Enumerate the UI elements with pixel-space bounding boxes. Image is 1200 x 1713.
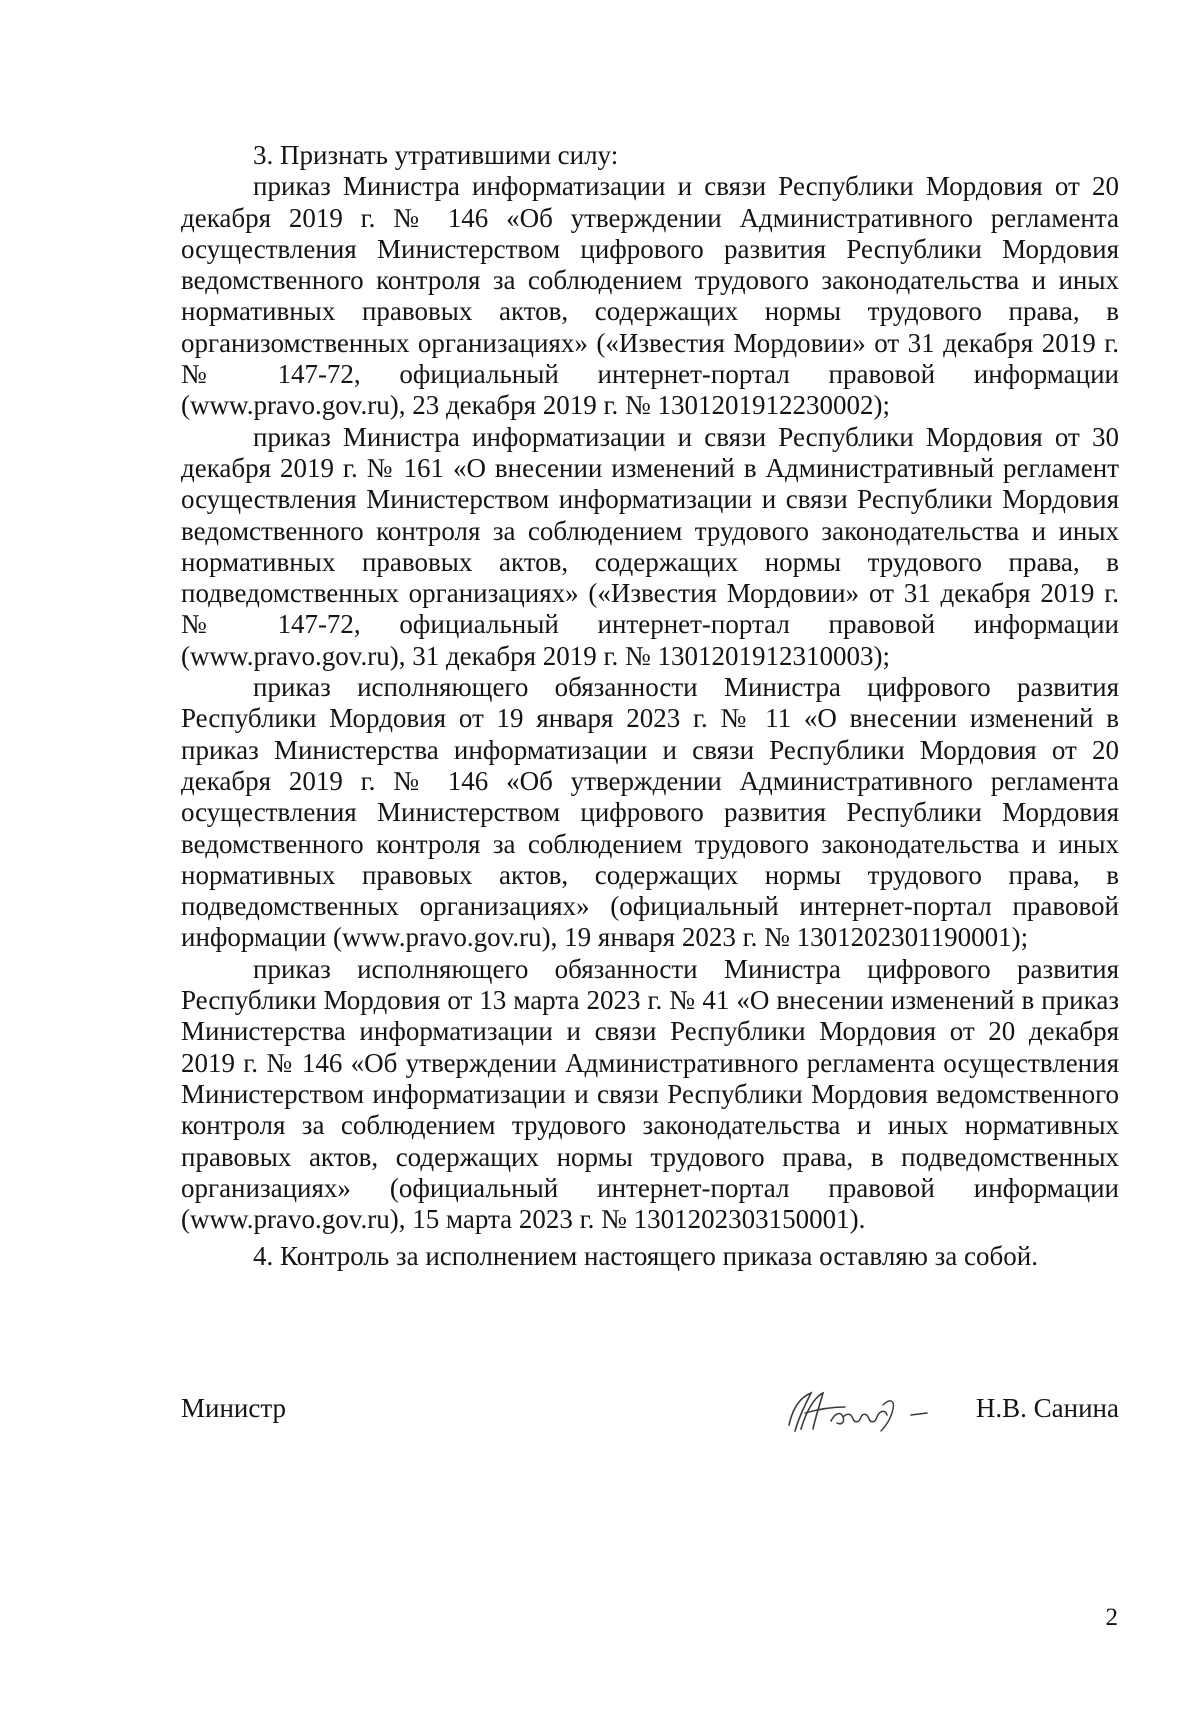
document-body	[181, 140, 1119, 1273]
paragraph-order-161-repeal: приказ Министра информатизации и связи Республики Мордовия от 30 декабря 2019 г. № 161 «О внесении изменений в Административный регламент осуществления Министерством информатизации и связи Республики Мордовия ведомственного контроля за соблюдением трудового законодательства и иных нормативных правовых актов, содержащих нормы трудового права, в подведомственных организациях» («Известия Мордовии» от 31 декабря 2019 г. № 147-72, официальный интернет-портал правовой информации (www.pravo.gov.ru), 31 декабря 2019 г. № 1301201912310003);	[181, 421, 1119, 671]
handwritten-signature	[771, 1385, 941, 1437]
paragraph-item-4-control: 4. Контроль за исполнением настоящего приказа оставляю за собой.	[253, 1241, 1038, 1272]
page-number: 2	[1105, 1604, 1118, 1631]
paragraph-order-11-repeal: приказ исполняющего обязанности Министра цифрового развития Республики Мордовия от 19 января 2023 г. № 11 «О внесении изменений в приказ Министерства информатизации и связи Республики Мордовия от 20 декабря 2019 г. № 146 «Об утверждении Административного регламента осуществления Министерством цифрового развития Республики Мордовия ведомственного контроля за соблюдением трудового законодательства и иных нормативных правовых актов, содержащих нормы трудового права, в подведомственных организациях» (официальный интернет-портал правовой информации (www.pravo.gov.ru), 19 января 2023 г. № 1301202301190001);	[181, 672, 1119, 953]
paragraph-order-41-repeal: приказ исполняющего обязанности Министра цифрового развития Республики Мордовия от 13 марта 2023 г. № 41 «О внесении изменений в приказ Министерства информатизации и связи Республики Мордовия от 20 декабря 2019 г. № 146 «Об утверждении Административного регламента осуществления Министерством информатизации и связи Республики Мордовия ведомственного контроля за соблюдением трудового законодательства и иных нормативных правовых актов, содержащих нормы трудового права, в подведомственных организациях» (официальный интернет-портал правовой информации (www.pravo.gov.ru), 15 марта 2023 г. № 1301202303150001).	[181, 953, 1119, 1235]
paragraph-item-3-heading: 3. Признать утратившими силу:	[253, 140, 619, 170]
signatory-name: Н.В. Санина	[975, 1393, 1119, 1423]
signatory-title: Министр	[181, 1393, 286, 1423]
signature-block	[181, 1385, 1119, 1435]
paragraph-order-146-repeal: приказ Министра информатизации и связи Республики Мордовия от 20 декабря 2019 г. № 146 «Об утверждении Административного регламента осуществления Министерством цифрового развития Республики Мордовия ведомственного контроля за соблюдением трудового законодательства и иных нормативных правовых актов, содержащих нормы трудового права, в организомственных организациях» («Известия Мордовии» от 31 декабря 2019 г. № 147-72, официальный интернет-портал правовой информации (www.pravo.gov.ru), 23 декабря 2019 г. № 1301201912230002);	[181, 171, 1119, 421]
